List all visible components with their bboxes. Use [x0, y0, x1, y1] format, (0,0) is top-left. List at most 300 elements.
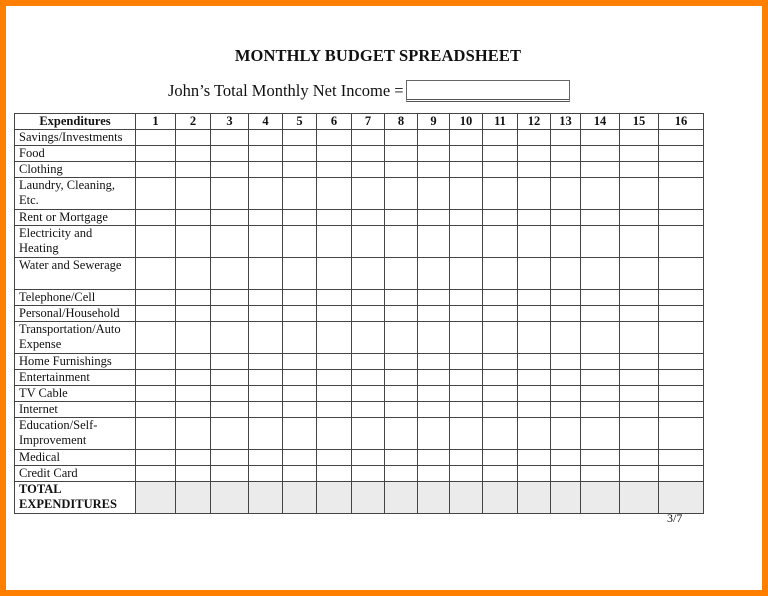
budget-cell[interactable] [659, 466, 704, 482]
budget-cell[interactable] [659, 178, 704, 210]
budget-cell[interactable] [352, 386, 385, 402]
budget-cell[interactable] [551, 418, 581, 450]
total-cell[interactable] [385, 482, 418, 514]
budget-cell[interactable] [450, 402, 483, 418]
budget-cell[interactable] [620, 162, 659, 178]
budget-cell[interactable] [483, 162, 518, 178]
budget-cell[interactable] [620, 226, 659, 258]
budget-cell[interactable] [211, 466, 249, 482]
budget-cell[interactable] [418, 210, 450, 226]
budget-cell[interactable] [659, 146, 704, 162]
budget-cell[interactable] [483, 370, 518, 386]
budget-cell[interactable] [418, 386, 450, 402]
budget-cell[interactable] [136, 130, 176, 146]
total-cell[interactable] [352, 482, 385, 514]
budget-cell[interactable] [249, 146, 283, 162]
budget-cell[interactable] [211, 306, 249, 322]
budget-cell[interactable] [518, 402, 551, 418]
budget-cell[interactable] [659, 210, 704, 226]
budget-cell[interactable] [283, 322, 317, 354]
budget-cell[interactable] [518, 146, 551, 162]
budget-cell[interactable] [581, 450, 620, 466]
budget-cell[interactable] [418, 290, 450, 306]
budget-cell[interactable] [136, 322, 176, 354]
budget-cell[interactable] [283, 386, 317, 402]
budget-cell[interactable] [136, 226, 176, 258]
budget-cell[interactable] [418, 322, 450, 354]
budget-cell[interactable] [352, 162, 385, 178]
budget-cell[interactable] [385, 306, 418, 322]
budget-cell[interactable] [581, 290, 620, 306]
budget-cell[interactable] [283, 450, 317, 466]
budget-cell[interactable] [581, 466, 620, 482]
total-cell[interactable] [450, 482, 483, 514]
budget-cell[interactable] [211, 402, 249, 418]
budget-cell[interactable] [659, 226, 704, 258]
budget-cell[interactable] [317, 178, 352, 210]
budget-cell[interactable] [176, 418, 211, 450]
budget-cell[interactable] [551, 370, 581, 386]
budget-cell[interactable] [176, 178, 211, 210]
budget-cell[interactable] [483, 306, 518, 322]
budget-cell[interactable] [136, 210, 176, 226]
budget-cell[interactable] [450, 418, 483, 450]
net-income-field[interactable] [406, 80, 570, 102]
budget-cell[interactable] [450, 162, 483, 178]
budget-cell[interactable] [317, 402, 352, 418]
budget-cell[interactable] [659, 450, 704, 466]
budget-cell[interactable] [620, 130, 659, 146]
budget-cell[interactable] [518, 210, 551, 226]
budget-cell[interactable] [283, 354, 317, 370]
budget-cell[interactable] [352, 402, 385, 418]
budget-cell[interactable] [551, 354, 581, 370]
budget-cell[interactable] [483, 146, 518, 162]
budget-cell[interactable] [211, 386, 249, 402]
budget-cell[interactable] [551, 290, 581, 306]
total-cell[interactable] [136, 482, 176, 514]
budget-cell[interactable] [211, 290, 249, 306]
column-header-5: 5 [283, 114, 317, 130]
budget-cell[interactable] [136, 290, 176, 306]
total-cell[interactable] [581, 482, 620, 514]
budget-cell[interactable] [450, 370, 483, 386]
budget-cell[interactable] [385, 258, 418, 290]
budget-cell[interactable] [249, 306, 283, 322]
budget-cell[interactable] [283, 162, 317, 178]
budget-cell[interactable] [418, 354, 450, 370]
budget-cell[interactable] [450, 146, 483, 162]
total-cell[interactable] [518, 482, 551, 514]
total-cell[interactable] [620, 482, 659, 514]
budget-cell[interactable] [518, 466, 551, 482]
budget-cell[interactable] [450, 386, 483, 402]
budget-cell[interactable] [581, 386, 620, 402]
budget-cell[interactable] [352, 354, 385, 370]
budget-cell[interactable] [620, 306, 659, 322]
budget-cell[interactable] [450, 226, 483, 258]
budget-cell[interactable] [249, 354, 283, 370]
budget-cell[interactable] [317, 450, 352, 466]
budget-cell[interactable] [176, 450, 211, 466]
budget-cell[interactable] [176, 146, 211, 162]
budget-cell[interactable] [352, 178, 385, 210]
budget-cell[interactable] [176, 402, 211, 418]
budget-cell[interactable] [211, 130, 249, 146]
budget-cell[interactable] [283, 466, 317, 482]
budget-cell[interactable] [211, 146, 249, 162]
budget-cell[interactable] [385, 290, 418, 306]
budget-cell[interactable] [483, 130, 518, 146]
budget-cell[interactable] [176, 306, 211, 322]
budget-cell[interactable] [483, 322, 518, 354]
budget-cell[interactable] [581, 210, 620, 226]
budget-cell[interactable] [418, 178, 450, 210]
budget-cell[interactable] [385, 418, 418, 450]
column-header-9: 9 [418, 114, 450, 130]
budget-cell[interactable] [659, 306, 704, 322]
budget-cell[interactable] [283, 210, 317, 226]
budget-cell[interactable] [211, 258, 249, 290]
budget-cell[interactable] [483, 178, 518, 210]
budget-cell[interactable] [317, 306, 352, 322]
table-row [15, 450, 704, 466]
budget-cell[interactable] [136, 418, 176, 450]
budget-cell[interactable] [317, 290, 352, 306]
budget-cell[interactable] [659, 418, 704, 450]
budget-cell[interactable] [659, 386, 704, 402]
budget-cell[interactable] [418, 466, 450, 482]
budget-cell[interactable] [551, 402, 581, 418]
budget-cell[interactable] [385, 226, 418, 258]
table-row [15, 258, 704, 290]
budget-cell[interactable] [385, 210, 418, 226]
row-label: Electricity and Heating [15, 226, 136, 258]
budget-cell[interactable] [581, 370, 620, 386]
budget-cell[interactable] [176, 130, 211, 146]
budget-cell[interactable] [518, 130, 551, 146]
budget-cell[interactable] [518, 370, 551, 386]
budget-cell[interactable] [211, 162, 249, 178]
budget-cell[interactable] [249, 130, 283, 146]
budget-cell[interactable] [518, 162, 551, 178]
budget-cell[interactable] [352, 130, 385, 146]
budget-cell[interactable] [385, 322, 418, 354]
budget-cell[interactable] [450, 322, 483, 354]
budget-cell[interactable] [659, 370, 704, 386]
budget-cell[interactable] [317, 226, 352, 258]
budget-cell[interactable] [620, 466, 659, 482]
total-cell[interactable] [317, 482, 352, 514]
budget-cell[interactable] [518, 322, 551, 354]
budget-cell[interactable] [551, 386, 581, 402]
budget-cell[interactable] [317, 418, 352, 450]
budget-cell[interactable] [620, 258, 659, 290]
budget-cell[interactable] [551, 306, 581, 322]
total-cell[interactable] [483, 482, 518, 514]
budget-cell[interactable] [450, 306, 483, 322]
budget-cell[interactable] [352, 306, 385, 322]
budget-cell[interactable] [450, 466, 483, 482]
budget-cell[interactable] [283, 370, 317, 386]
budget-cell[interactable] [483, 290, 518, 306]
budget-cell[interactable] [450, 290, 483, 306]
budget-cell[interactable] [418, 226, 450, 258]
budget-cell[interactable] [483, 466, 518, 482]
budget-cell[interactable] [418, 306, 450, 322]
budget-cell[interactable] [518, 450, 551, 466]
budget-cell[interactable] [317, 370, 352, 386]
budget-cell[interactable] [659, 162, 704, 178]
budget-cell[interactable] [176, 162, 211, 178]
budget-cell[interactable] [620, 354, 659, 370]
budget-cell[interactable] [450, 178, 483, 210]
budget-cell[interactable] [620, 322, 659, 354]
table-row [15, 178, 704, 210]
budget-cell[interactable] [659, 402, 704, 418]
budget-cell[interactable] [581, 226, 620, 258]
budget-cell[interactable] [283, 226, 317, 258]
budget-cell[interactable] [249, 178, 283, 210]
budget-cell[interactable] [518, 178, 551, 210]
budget-cell[interactable] [352, 322, 385, 354]
budget-cell[interactable] [249, 418, 283, 450]
budget-cell[interactable] [176, 370, 211, 386]
total-label: TOTAL EXPENDITURES [15, 482, 136, 514]
budget-cell[interactable] [283, 290, 317, 306]
budget-cell[interactable] [551, 146, 581, 162]
budget-cell[interactable] [551, 210, 581, 226]
total-cell[interactable] [176, 482, 211, 514]
budget-cell[interactable] [352, 146, 385, 162]
budget-cell[interactable] [283, 130, 317, 146]
budget-cell[interactable] [317, 130, 352, 146]
budget-cell[interactable] [418, 418, 450, 450]
budget-cell[interactable] [418, 130, 450, 146]
budget-cell[interactable] [283, 146, 317, 162]
budget-cell[interactable] [176, 210, 211, 226]
budget-cell[interactable] [352, 290, 385, 306]
budget-cell[interactable] [483, 402, 518, 418]
budget-cell[interactable] [176, 226, 211, 258]
budget-cell[interactable] [418, 450, 450, 466]
budget-cell[interactable] [450, 210, 483, 226]
budget-cell[interactable] [518, 418, 551, 450]
budget-cell[interactable] [385, 370, 418, 386]
budget-cell[interactable] [551, 130, 581, 146]
budget-cell[interactable] [317, 162, 352, 178]
total-cell[interactable] [659, 482, 704, 514]
budget-cell[interactable] [283, 418, 317, 450]
budget-cell[interactable] [483, 386, 518, 402]
budget-cell[interactable] [352, 466, 385, 482]
budget-cell[interactable] [483, 210, 518, 226]
budget-cell[interactable] [418, 162, 450, 178]
budget-cell[interactable] [581, 418, 620, 450]
budget-cell[interactable] [551, 450, 581, 466]
budget-cell[interactable] [551, 466, 581, 482]
budget-cell[interactable] [249, 386, 283, 402]
budget-cell[interactable] [581, 130, 620, 146]
budget-cell[interactable] [136, 466, 176, 482]
budget-cell[interactable] [211, 418, 249, 450]
budget-cell[interactable] [581, 402, 620, 418]
column-header-2: 2 [176, 114, 211, 130]
budget-cell[interactable] [385, 178, 418, 210]
budget-cell[interactable] [518, 306, 551, 322]
budget-cell[interactable] [176, 386, 211, 402]
budget-cell[interactable] [249, 466, 283, 482]
budget-cell[interactable] [551, 178, 581, 210]
table-row [15, 306, 704, 322]
budget-cell[interactable] [385, 146, 418, 162]
budget-cell[interactable] [136, 386, 176, 402]
total-cell[interactable] [211, 482, 249, 514]
budget-cell[interactable] [518, 386, 551, 402]
budget-cell[interactable] [551, 162, 581, 178]
budget-cell[interactable] [136, 370, 176, 386]
budget-cell[interactable] [385, 162, 418, 178]
budget-cell[interactable] [450, 450, 483, 466]
budget-cell[interactable] [136, 162, 176, 178]
budget-cell[interactable] [211, 322, 249, 354]
budget-cell[interactable] [418, 258, 450, 290]
budget-cell[interactable] [659, 322, 704, 354]
budget-cell[interactable] [176, 258, 211, 290]
budget-cell[interactable] [352, 226, 385, 258]
budget-cell[interactable] [483, 354, 518, 370]
budget-cell[interactable] [283, 178, 317, 210]
budget-cell[interactable] [418, 146, 450, 162]
total-cell[interactable] [418, 482, 450, 514]
budget-cell[interactable] [581, 322, 620, 354]
budget-cell[interactable] [249, 210, 283, 226]
total-cell[interactable] [249, 482, 283, 514]
budget-cell[interactable] [249, 370, 283, 386]
budget-cell[interactable] [249, 402, 283, 418]
budget-cell[interactable] [249, 162, 283, 178]
budget-cell[interactable] [317, 146, 352, 162]
budget-cell[interactable] [249, 290, 283, 306]
budget-cell[interactable] [136, 354, 176, 370]
budget-cell[interactable] [385, 402, 418, 418]
budget-cell[interactable] [211, 178, 249, 210]
budget-cell[interactable] [283, 402, 317, 418]
budget-cell[interactable] [317, 386, 352, 402]
budget-cell[interactable] [249, 322, 283, 354]
budget-cell[interactable] [620, 290, 659, 306]
budget-cell[interactable] [385, 450, 418, 466]
budget-cell[interactable] [659, 290, 704, 306]
budget-cell[interactable] [450, 354, 483, 370]
budget-cell[interactable] [620, 210, 659, 226]
budget-cell[interactable] [551, 226, 581, 258]
budget-cell[interactable] [352, 258, 385, 290]
budget-cell[interactable] [620, 178, 659, 210]
budget-cell[interactable] [317, 466, 352, 482]
budget-cell[interactable] [551, 258, 581, 290]
budget-cell[interactable] [352, 370, 385, 386]
budget-cell[interactable] [581, 162, 620, 178]
budget-cell[interactable] [418, 370, 450, 386]
budget-cell[interactable] [317, 322, 352, 354]
budget-cell[interactable] [418, 402, 450, 418]
budget-cell[interactable] [620, 418, 659, 450]
budget-cell[interactable] [249, 450, 283, 466]
total-cell[interactable] [283, 482, 317, 514]
budget-cell[interactable] [352, 418, 385, 450]
budget-cell[interactable] [581, 354, 620, 370]
budget-cell[interactable] [581, 306, 620, 322]
budget-cell[interactable] [211, 210, 249, 226]
budget-cell[interactable] [211, 370, 249, 386]
budget-cell[interactable] [385, 354, 418, 370]
budget-cell[interactable] [581, 146, 620, 162]
budget-cell[interactable] [249, 258, 283, 290]
budget-cell[interactable] [659, 258, 704, 290]
budget-cell[interactable] [283, 258, 317, 290]
budget-cell[interactable] [483, 258, 518, 290]
budget-cell[interactable] [581, 258, 620, 290]
budget-cell[interactable] [176, 322, 211, 354]
budget-cell[interactable] [620, 146, 659, 162]
budget-cell[interactable] [551, 322, 581, 354]
budget-cell[interactable] [283, 306, 317, 322]
total-cell[interactable] [551, 482, 581, 514]
budget-cell[interactable] [249, 226, 283, 258]
budget-cell[interactable] [518, 258, 551, 290]
budget-cell[interactable] [136, 450, 176, 466]
budget-cell[interactable] [620, 402, 659, 418]
budget-cell[interactable] [450, 258, 483, 290]
budget-cell[interactable] [136, 146, 176, 162]
budget-cell[interactable] [385, 466, 418, 482]
budget-cell[interactable] [450, 130, 483, 146]
column-header-14: 14 [581, 114, 620, 130]
budget-cell[interactable] [317, 210, 352, 226]
budget-cell[interactable] [136, 258, 176, 290]
budget-cell[interactable] [620, 370, 659, 386]
budget-cell[interactable] [211, 450, 249, 466]
budget-cell[interactable] [620, 450, 659, 466]
budget-cell[interactable] [136, 306, 176, 322]
budget-cell[interactable] [581, 178, 620, 210]
budget-cell[interactable] [483, 418, 518, 450]
budget-cell[interactable] [483, 226, 518, 258]
budget-cell[interactable] [659, 130, 704, 146]
budget-cell[interactable] [136, 402, 176, 418]
budget-cell[interactable] [352, 450, 385, 466]
budget-cell[interactable] [317, 258, 352, 290]
budget-cell[interactable] [620, 386, 659, 402]
budget-cell[interactable] [659, 354, 704, 370]
row-label: Rent or Mortgage [15, 210, 136, 226]
budget-cell[interactable] [211, 226, 249, 258]
budget-cell[interactable] [317, 354, 352, 370]
budget-cell[interactable] [518, 354, 551, 370]
budget-cell[interactable] [385, 130, 418, 146]
budget-cell[interactable] [518, 290, 551, 306]
budget-cell[interactable] [211, 354, 249, 370]
budget-cell[interactable] [176, 466, 211, 482]
budget-cell[interactable] [385, 386, 418, 402]
budget-cell[interactable] [483, 450, 518, 466]
budget-cell[interactable] [518, 226, 551, 258]
budget-cell[interactable] [136, 178, 176, 210]
budget-cell[interactable] [352, 210, 385, 226]
budget-cell[interactable] [176, 290, 211, 306]
budget-cell[interactable] [176, 354, 211, 370]
